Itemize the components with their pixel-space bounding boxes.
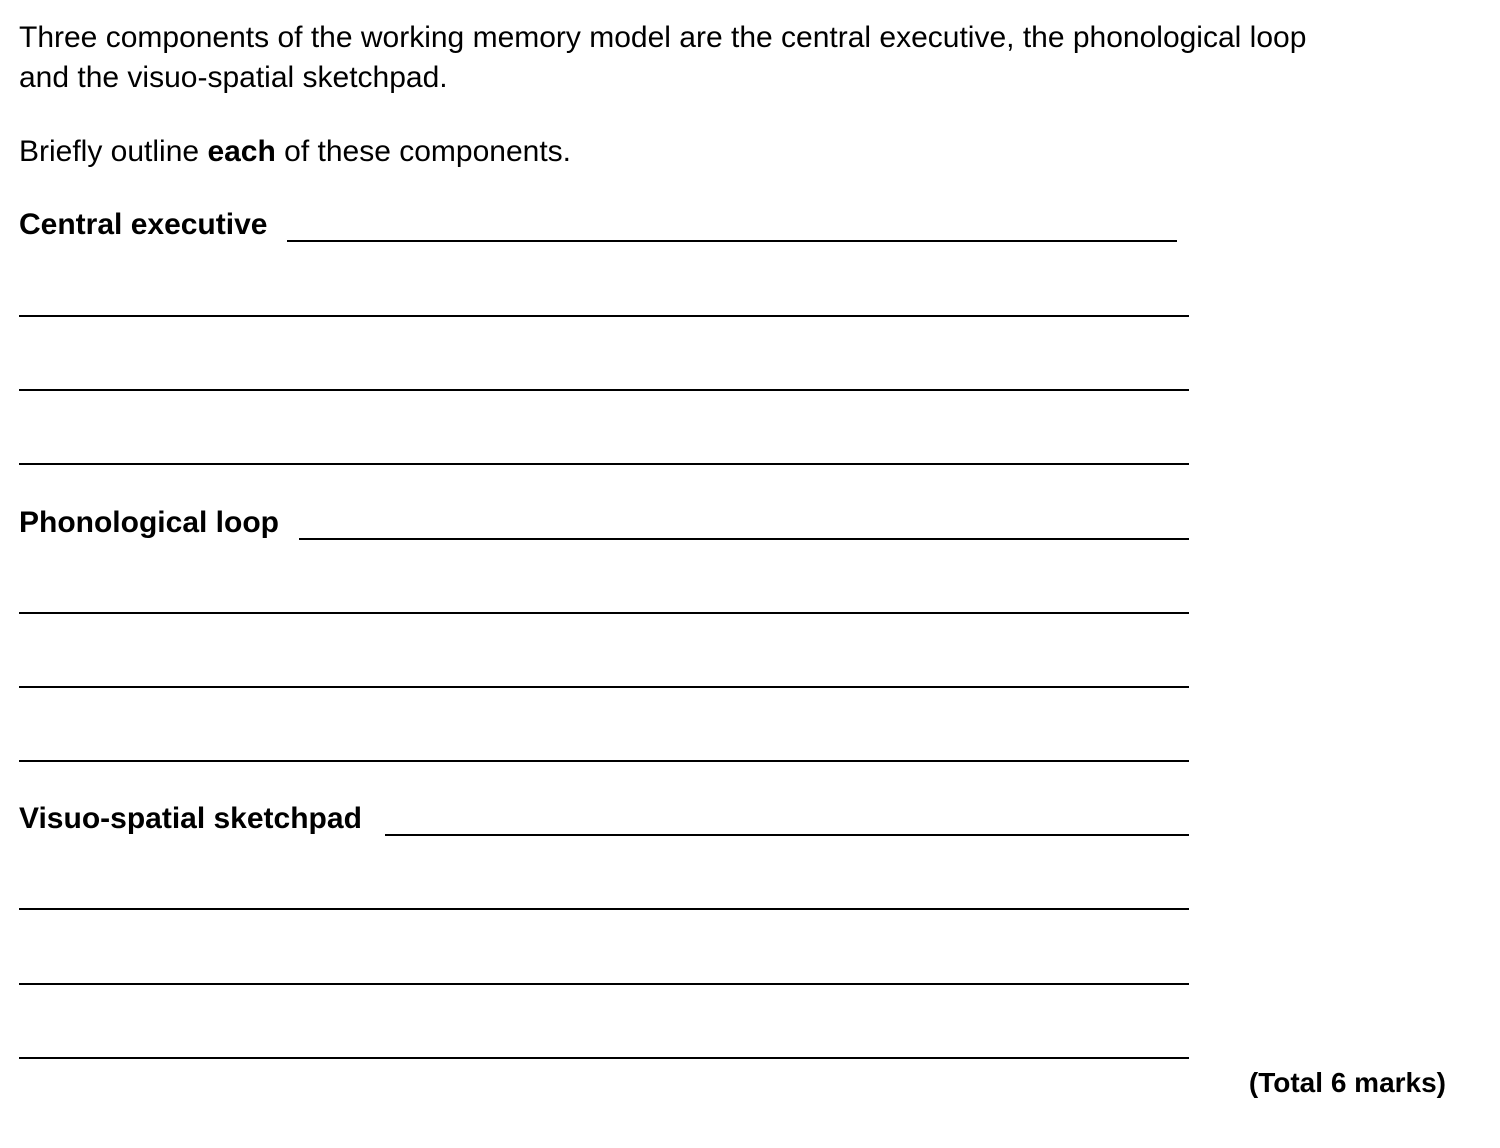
answer-line[interactable]	[19, 760, 1189, 762]
intro-line-2: and the visuo-spatial sketchpad.	[19, 61, 448, 94]
answer-line[interactable]	[19, 389, 1189, 391]
answer-line[interactable]	[19, 908, 1189, 910]
answer-line[interactable]	[19, 1057, 1189, 1059]
instruction-emphasis: each	[207, 135, 276, 168]
answer-line[interactable]	[19, 315, 1189, 317]
instruction-post: of these components.	[275, 135, 572, 168]
answer-line[interactable]	[19, 612, 1189, 614]
intro-line-1: Three components of the working memory model are the central executive, the phonological loop	[19, 21, 1307, 54]
answer-line[interactable]	[385, 834, 1189, 836]
answer-line[interactable]	[287, 240, 1177, 242]
answer-line[interactable]	[19, 686, 1189, 688]
answer-line[interactable]	[19, 983, 1189, 985]
instruction-pre: Briefly outline	[19, 135, 208, 168]
section-label-central-executive: Central executive	[19, 208, 268, 241]
answer-line[interactable]	[299, 538, 1189, 540]
instruction	[19, 132, 571, 172]
total-marks: (Total 6 marks)	[1248, 1067, 1446, 1098]
section-label-phonological-loop: Phonological loop	[19, 506, 279, 539]
section-label-visuo-spatial-sketchpad: Visuo-spatial sketchpad	[19, 802, 362, 835]
answer-line[interactable]	[19, 463, 1189, 465]
